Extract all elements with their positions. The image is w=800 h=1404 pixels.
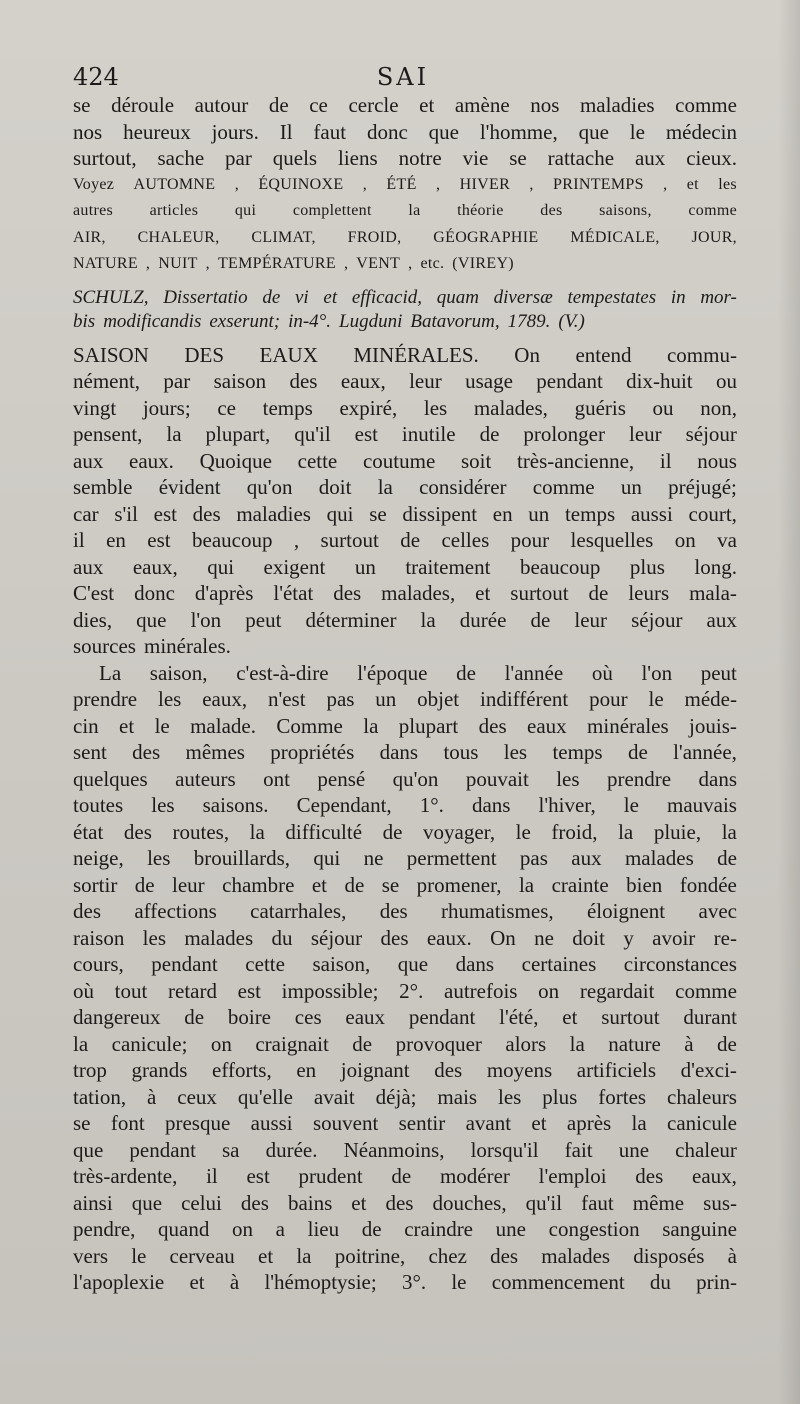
spacer	[73, 278, 737, 286]
text-line: nément, par saison des eaux, leur usage pendant dix-huit ou	[73, 369, 737, 393]
text-line: vers le cerveau et la poitrine, chez des malades disposés à	[73, 1243, 737, 1268]
text-line: sortir de leur chambre et de se promener, la crainte bien fondée	[73, 872, 737, 897]
text-line: quelques auteurs ont pensé qu'on pouvait les prendre dans	[73, 766, 737, 791]
text-line: trop grands efforts, en joignant des moyens artificiels d'exci-	[73, 1058, 737, 1082]
text-line: cours, pendant cette saison, que dans certaines circonstances	[73, 952, 737, 976]
text-line: surtout, sache par quels liens notre vie se rattache aux cieux.	[73, 146, 737, 170]
paragraph-la-saison	[73, 660, 737, 1296]
text-line: où tout retard est impossible; 2°. autrefois on regardait comme	[73, 978, 737, 1003]
page-shadow	[778, 0, 800, 1404]
text-line: dies, que l'on peut déterminer la durée de leur séjour aux	[73, 607, 737, 632]
article-text	[73, 92, 737, 1296]
text-line: SAISON DES EAUX MINÉRALES. On entend commu-	[73, 342, 737, 367]
text-line: toutes les saisons. Cependant, 1°. dans l'hiver, le mauvais	[73, 793, 737, 817]
page-header	[73, 62, 733, 92]
text-line: car s'il est des maladies qui se dissipent en un temps aussi court,	[73, 501, 737, 526]
text-line: Voyez AUTOMNE , ÉQUINOXE , ÉTÉ , HIVER , PRINTEMPS , et les	[73, 175, 737, 193]
text-line: C'est donc d'après l'état des malades, et surtout de leurs mala-	[73, 581, 737, 605]
text-line: se déroule autour de ce cercle et amène nos maladies comme	[73, 93, 737, 117]
text-line: sent des mêmes propriétés dans tous les temps de l'année,	[73, 740, 737, 764]
text-line: aux eaux. Quoique cette coutume soit très-ancienne, il nous	[73, 448, 737, 473]
text-line: nos heureux jours. Il faut donc que l'homme, que le médecin	[73, 119, 737, 144]
text-line: ainsi que celui des bains et des douches, qu'il faut même sus-	[73, 1190, 737, 1215]
text-line: des affections catarrhales, des rhumatismes, éloignent avec	[73, 899, 737, 923]
text-line: état des routes, la difficulté de voyager, le froid, la pluie, la	[73, 819, 737, 844]
text-line: tation, à ceux qu'elle avait déjà; mais les plus fortes chaleurs	[73, 1084, 737, 1109]
spacer	[73, 334, 737, 342]
text-line: dangereux de boire ces eaux pendant l'été, et surtout durant	[73, 1005, 737, 1029]
running-head: SAI	[376, 63, 430, 91]
text-line: il en est beaucoup , surtout de celles pour lesquelles on va	[73, 528, 737, 552]
text-line: neige, les brouillards, qui ne permettent pas aux malades de	[73, 846, 737, 870]
paragraph-reference	[73, 286, 737, 334]
text-line: La saison, c'est-à-dire l'époque de l'année où l'on peut	[99, 660, 737, 685]
text-line: prendre les eaux, n'est pas un objet indifférent pour le méde-	[73, 687, 737, 711]
text-line: très-ardente, il est prudent de modérer l'emploi des eaux,	[73, 1164, 737, 1188]
text-line: bis modificandis exserunt; in-4°. Lugduni Batavorum, 1789. (V.)	[73, 310, 585, 332]
text-line: se font presque aussi souvent sentir avant et après la canicule	[73, 1111, 737, 1135]
text-line: sources minérales.	[73, 634, 231, 658]
text-line: pensent, la plupart, qu'il est inutile de prolonger leur séjour	[73, 422, 737, 446]
text-line: AIR, CHALEUR, CLIMAT, FROID, GÉOGRAPHIE MÉDICALE, JOUR,	[73, 228, 737, 246]
text-line: aux eaux, qui exigent un traitement beaucoup plus long.	[73, 554, 737, 579]
text-line: pendre, quand on a lieu de craindre une congestion sanguine	[73, 1217, 737, 1241]
text-line: l'apoplexie et à l'hémoptysie; 3°. le commencement du prin-	[73, 1270, 737, 1294]
text-line: autres articles qui complettent la théorie des saisons, comme	[73, 202, 737, 219]
text-line: NATURE , NUIT , TEMPÉRATURE , VENT , etc. (VIREY)	[73, 255, 514, 272]
text-line: la canicule; on craignait de provoquer alors la nature à de	[73, 1031, 737, 1056]
text-line: vingt jours; ce temps expiré, les malades, guéris ou non,	[73, 395, 737, 420]
text-line: SCHULZ, Dissertatio de vi et efficacid, quam diversæ tempestates in mor-	[73, 286, 737, 308]
paragraph-intro	[73, 92, 737, 278]
paragraph-saison-des-eaux	[73, 342, 737, 660]
text-line: raison les malades du séjour des eaux. On ne doit y avoir re-	[73, 925, 737, 950]
page-number: 424	[73, 63, 119, 91]
text-line: semble évident qu'on doit la considérer comme un préjugé;	[73, 475, 737, 499]
text-line: que pendant sa durée. Néanmoins, lorsqu'il fait une chaleur	[73, 1137, 737, 1162]
text-line: cin et le malade. Comme la plupart des eaux minérales jouis-	[73, 713, 737, 738]
